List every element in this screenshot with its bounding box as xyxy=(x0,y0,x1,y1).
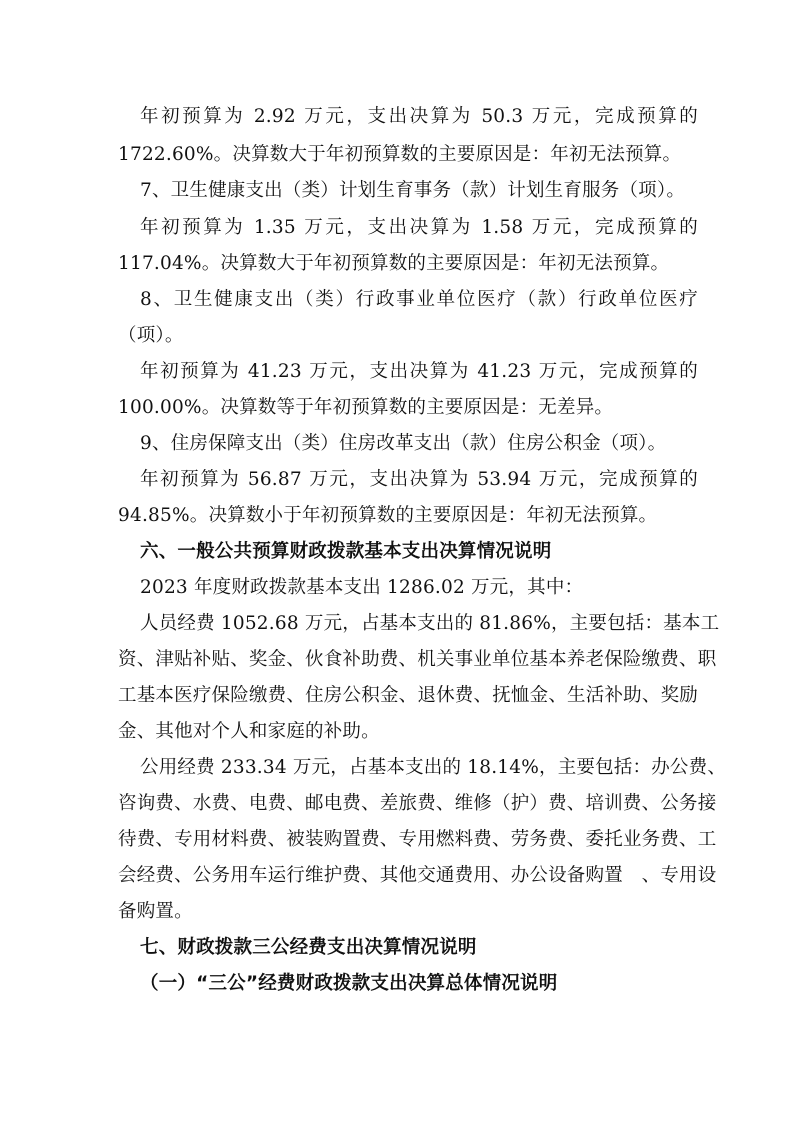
paragraph-line: （项）。 xyxy=(118,325,184,346)
paragraph-line: 117.04%。决算数大于年初预算数的主要原因是：年初无法预算。 xyxy=(118,253,670,274)
paragraph-line: 94.85%。决算数小于年初预算数的主要原因是：年初无法预算。 xyxy=(118,505,658,526)
paragraph-line: 8、卫生健康支出（类）行政事业单位医疗（款）行政单位医疗 xyxy=(140,289,698,310)
paragraph-line: 9、住房保障支出（类）住房改革支出（款）住房公积金（项）。 xyxy=(140,433,667,454)
paragraph-line: 资、津贴补贴、奖金、伙食补助费、机关事业单位基本养老保险缴费、职 xyxy=(118,649,717,670)
section-heading: 七、财政拨款三公经费支出决算情况说明 xyxy=(140,937,477,958)
paragraph-line: 1722.60%。决算数大于年初预算数的主要原因是：年初无法预算。 xyxy=(118,144,682,165)
paragraph-line: 公用经费 233.34 万元，占基本支出的 18.14%，主要包括：办公费、 xyxy=(140,757,727,778)
subsection-heading: （一）“三公”经费财政拨款支出决算总体情况说明 xyxy=(140,973,558,994)
paragraph-line: 金、其他对个人和家庭的补助。 xyxy=(118,721,380,742)
paragraph-line: 待费、专用材料费、被装购置费、专用燃料费、劳务费、委托业务费、工 xyxy=(118,829,717,850)
section-heading: 六、一般公共预算财政拨款基本支出决算情况说明 xyxy=(140,541,552,562)
paragraph-line: 年初预算为 41.23 万元，支出决算为 41.23 万元，完成预算的 xyxy=(140,361,698,382)
paragraph-line: 会经费、公务用车运行维护费、其他交通费用、办公设备购置 、专用设 xyxy=(118,865,717,886)
paragraph-line: 年初预算为 2.92 万元，支出决算为 50.3 万元，完成预算的 xyxy=(140,106,698,127)
paragraph-line: 年初预算为 56.87 万元，支出决算为 53.94 万元，完成预算的 xyxy=(140,469,698,490)
paragraph-line: 100.00%。决算数等于年初预算数的主要原因是：无差异。 xyxy=(118,397,614,418)
paragraph-line: 7、卫生健康支出（类）计划生育事务（款）计划生育服务（项）。 xyxy=(140,180,686,201)
paragraph-line: 咨询费、水费、电费、邮电费、差旅费、维修（护）费、培训费、公务接 xyxy=(118,793,717,814)
paragraph-line: 人员经费 1052.68 万元，占基本支出的 81.86%，主要包括：基本工 xyxy=(140,613,720,634)
paragraph-line: 工基本医疗保险缴费、住房公积金、退休费、抚恤金、生活补助、奖励 xyxy=(118,685,698,706)
paragraph-line: 年初预算为 1.35 万元，支出决算为 1.58 万元，完成预算的 xyxy=(140,217,698,238)
paragraph-line: 备购置。 xyxy=(118,901,193,922)
paragraph-line: 2023 年度财政拨款基本支出 1286.02 万元，其中： xyxy=(140,577,584,598)
